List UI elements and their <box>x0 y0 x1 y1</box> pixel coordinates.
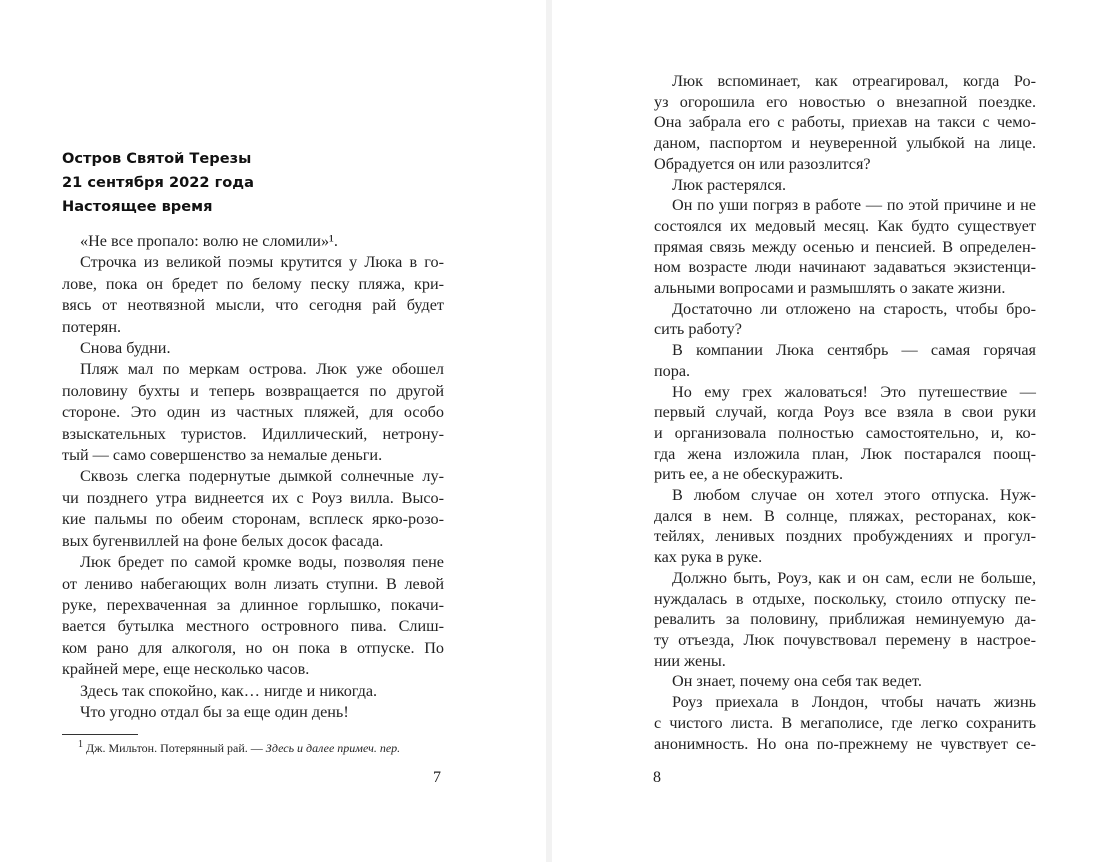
text-line: Пляж мал по меркам острова. Люк уже обошел <box>80 360 444 379</box>
text-line: дался в нем. В солнце, пляжах, ресторанах, кок- <box>654 506 1036 525</box>
heading-time: Настоящее время <box>62 198 213 215</box>
right-page <box>552 0 1103 862</box>
text-line: ревалить за половину, приближая неминуемую да- <box>654 610 1036 629</box>
page-number: 7 <box>433 769 441 786</box>
text-line: пора. <box>654 361 691 380</box>
text-line: нии жены. <box>654 651 726 670</box>
text-line: «Не все пропало: волю не сломили»¹. <box>80 232 338 250</box>
text-line: кие пальмы по обеим сторонам, всплеск ярко-розо- <box>62 510 444 529</box>
paragraph <box>654 692 1036 754</box>
text-line: первый случай, когда Роуз все взяла в свои руки <box>654 403 1036 422</box>
text-line: Он знает, почему она себя так ведет. <box>672 672 922 691</box>
paragraph <box>62 359 444 466</box>
paragraph <box>62 338 444 359</box>
text-line: Что угодно отдал бы за еще один день! <box>80 702 349 721</box>
text-line: сить работу? <box>654 320 742 339</box>
paragraph <box>654 485 1036 568</box>
text-line: Строчка из великой поэмы крутится у Люка в го- <box>80 253 444 272</box>
text-line: Люк вспоминает, как отреагировал, когда Ро- <box>672 72 1036 90</box>
text-line: тый — само совершенство за немалые деньги. <box>62 446 383 465</box>
paragraph <box>62 231 444 252</box>
text-line: ком рано для алкоголя, но он пока в отпуске. По <box>62 638 444 657</box>
text-line: Достаточно ли отложено на старость, чтобы бро- <box>672 299 1036 318</box>
text-line: и организовала полностью самостоятельно, и, ко- <box>654 423 1036 442</box>
text-line: вясь от неотвязной мысли, что сегодня рай будет <box>62 296 444 315</box>
text-line: лове, пока он бредет по белому песку пляжа, кри- <box>62 274 444 293</box>
text-line: Она забрала его с работы, приехав на такси с чемо- <box>654 113 1036 132</box>
text-line: В компании Люка сентябрь — самая горячая <box>672 341 1036 360</box>
paragraph <box>654 175 1036 196</box>
text-line: Люк растерялся. <box>672 175 787 194</box>
text-line: гда жена изложила план, Люк постарался поощ- <box>654 444 1036 463</box>
text-line: ту отъезда, Люк почувствовал перемену в настрое- <box>654 630 1036 649</box>
text-line: альными вопросами и размышлять о закате жизни. <box>654 279 1006 298</box>
paragraph <box>62 466 444 552</box>
body-text <box>62 231 444 723</box>
paragraph <box>654 299 1036 340</box>
text-line: половину бухты и теперь возвращается по другой <box>62 381 444 400</box>
page-number: 8 <box>653 769 661 786</box>
text-line: ном возрасте люди начинают задаваться экзистенци- <box>654 258 1036 277</box>
text-line: Обрадуется он или разозлится? <box>654 154 871 173</box>
text-line: ках рука в руке. <box>654 548 763 567</box>
text-line: крайней мере, еще несколько часов. <box>62 660 310 679</box>
text-line: Роуз приехала в Лондон, чтобы начать жизнь <box>672 693 1036 712</box>
text-line: Он по уши погряз в работе — по этой причине и не <box>672 196 1036 215</box>
left-page <box>0 0 546 862</box>
text-line: анонимность. Но она по-прежнему не чувствует се- <box>654 734 1036 753</box>
text-line: даном, паспортом и неуверенной улыбкой на лице. <box>654 134 1036 153</box>
text-line: нуждалась в отдыхе, поскольку, стоило отпуску пе- <box>654 589 1036 608</box>
chapter-heading <box>62 147 254 219</box>
text-line: Но ему грех жаловаться! Это путешествие — <box>672 382 1036 401</box>
footnote-text: Дж. Мильтон. Потерянный рай. — <box>86 741 266 755</box>
paragraph <box>62 681 444 702</box>
text-line: Люк бредет по самой кромке воды, позволяя пене <box>80 553 444 572</box>
text-line: вается бутылка местного островного пива. Слиш- <box>62 617 444 636</box>
text-line: вых бугенвиллей на фоне белых досок фасада. <box>62 531 384 550</box>
text-line: Должно быть, Роуз, как и он сам, если не больше, <box>672 568 1036 587</box>
text-line: с чистого листа. В мегаполисе, где легко сохранить <box>654 713 1036 732</box>
text-line: состоялся их медовый месяц. Как будто существует <box>654 216 1036 235</box>
paragraph <box>62 702 444 723</box>
body-text <box>654 71 1036 754</box>
footnote-italic: Здесь и далее примеч. пер. <box>265 741 401 755</box>
text-line: чи позднего утра виднеется их с Роуз вилла. Высо- <box>62 488 444 507</box>
text-line: руке, перехваченная за длинное горлышко, покачи- <box>62 595 444 614</box>
paragraph <box>654 340 1036 381</box>
text-line: тейлях, ленивых поздних пробуждениях и прогул- <box>654 527 1036 546</box>
text-line: взыскательных туристов. Идиллический, нетрону- <box>62 424 444 443</box>
paragraph <box>62 252 444 338</box>
paragraph <box>654 71 1036 175</box>
text-line: прямая связь между осенью и пенсией. В определен- <box>654 237 1036 256</box>
text-line: стороне. Это один из частных пляжей, для особо <box>62 403 444 422</box>
footnote <box>78 739 400 756</box>
paragraph <box>654 568 1036 672</box>
paragraph <box>654 382 1036 486</box>
footnote-mark: 1 <box>78 739 83 750</box>
text-line: потерян. <box>62 317 122 336</box>
text-line: уз огорошила его новостью о внезапной поездке. <box>654 92 1036 111</box>
heading-location: Остров Святой Терезы <box>62 150 252 167</box>
text-line: от лениво набегающих волн лизать ступни. В левой <box>62 574 444 593</box>
heading-date: 21 сентября 2022 года <box>62 174 254 191</box>
text-line: Сквозь слегка подернутые дымкой солнечные лу- <box>80 467 444 486</box>
paragraph <box>654 195 1036 299</box>
text-line: Снова будни. <box>80 339 171 358</box>
paragraph <box>62 552 444 680</box>
text-line: В любом случае он хотел этого отпуска. Нуж- <box>672 486 1036 505</box>
paragraph <box>654 671 1036 692</box>
text-line: рить ее, а не обескуражить. <box>654 465 844 484</box>
footnote-divider <box>62 734 138 735</box>
text-line: Здесь так спокойно, как… нигде и никогда. <box>80 681 378 700</box>
